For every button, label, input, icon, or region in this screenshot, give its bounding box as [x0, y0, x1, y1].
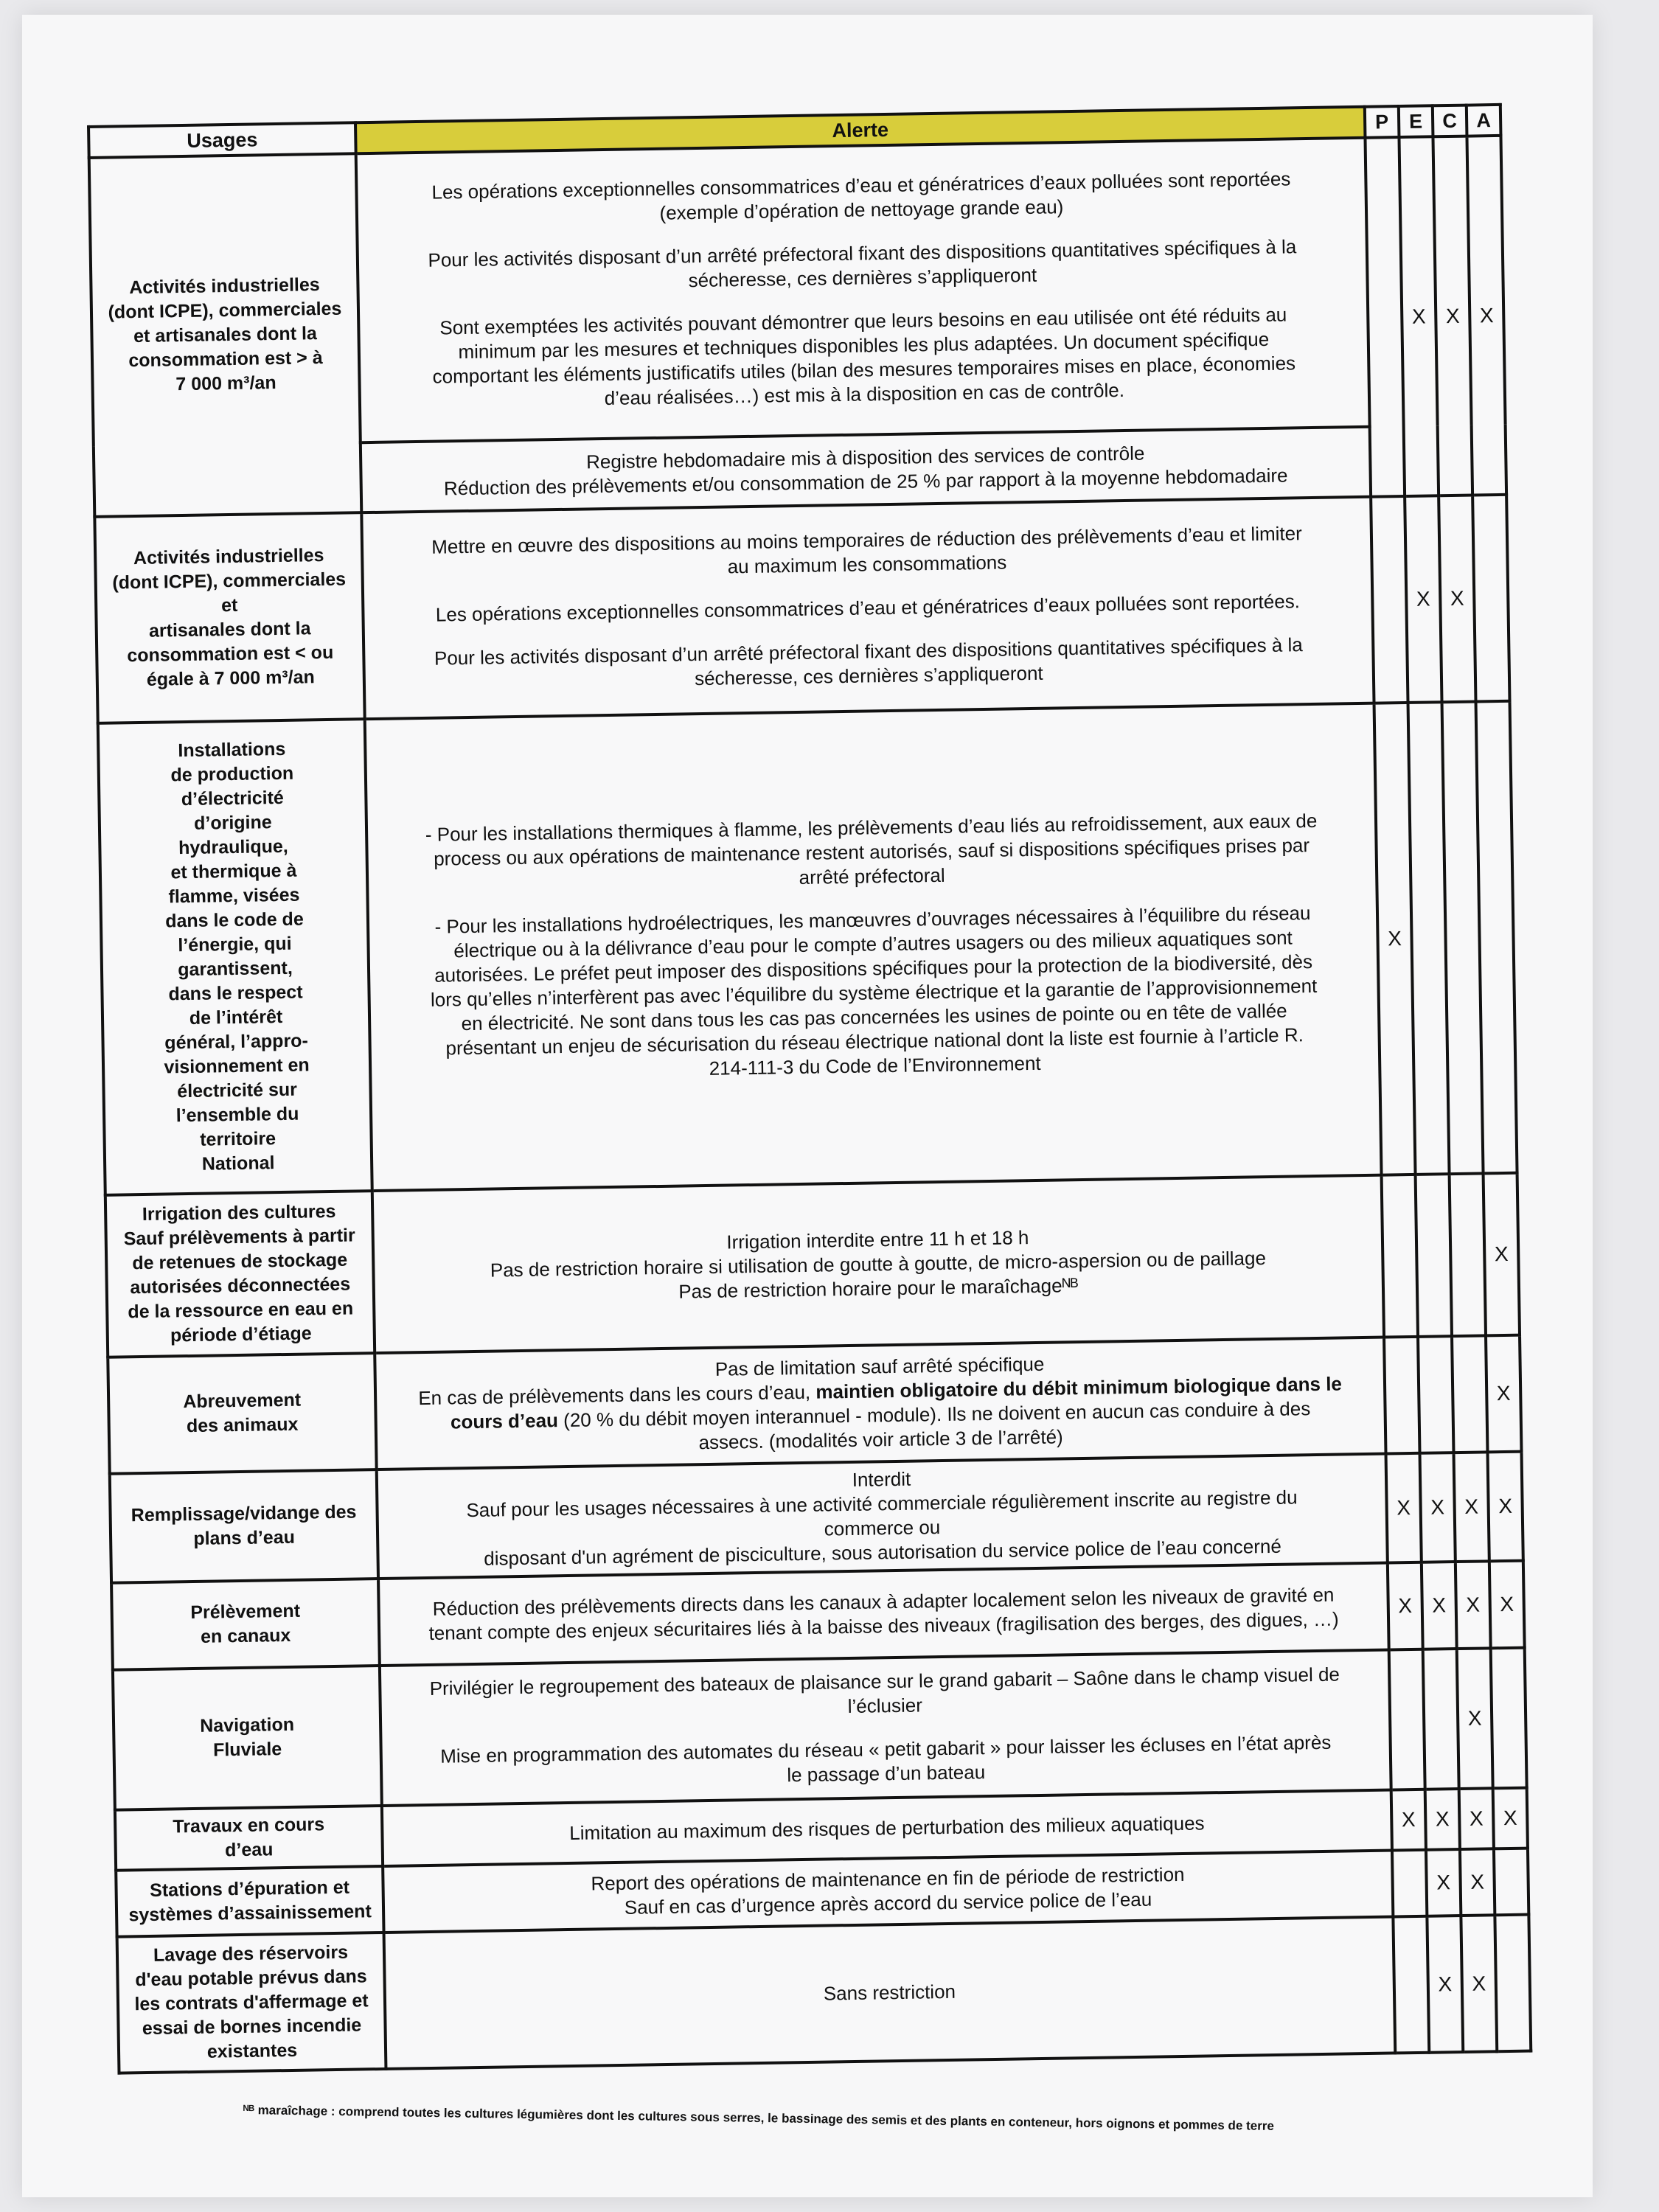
- mark-p: X: [1391, 1790, 1426, 1851]
- mark-a: X: [1467, 136, 1506, 495]
- mark-a: [1472, 495, 1509, 702]
- mark-e: X: [1399, 136, 1439, 496]
- table-body: [89, 136, 1531, 2073]
- alert-cell: [372, 1175, 1384, 1353]
- alert-paragraph: Les opérations exceptionnelles consommatrices d’eau et génératrices d’eaux polluées sont reportées.: [435, 589, 1301, 626]
- table-row-navigation: [113, 1648, 1527, 1810]
- alert-paragraph: Pas de limitation sauf arrêté spécifique: [714, 1352, 1045, 1380]
- col-header-c: C: [1433, 105, 1467, 137]
- table-row-ponds: [110, 1452, 1523, 1583]
- mark-p: [1393, 1916, 1429, 2053]
- alert-paragraph: Report des opérations de maintenance en fin de période de restriction Sauf en cas d’urgence après accord du service police de l’eau: [591, 1863, 1185, 1919]
- usage-cell: Stations d’épuration et systèmes d’assainissement: [116, 1866, 383, 1937]
- mark-c: X: [1461, 1915, 1497, 2052]
- mark-c: [1450, 1173, 1486, 1336]
- mark-a: [1494, 1848, 1528, 1916]
- mark-p: [1384, 1337, 1419, 1454]
- usages-header: Usages: [88, 122, 356, 158]
- mark-e: X: [1422, 1562, 1457, 1649]
- document-page: [22, 15, 1593, 2197]
- usage-cell: Irrigation des cultures Sauf prélèvements à partir de retenues de stockage autorisées déconnectées de la ressource en eau en période d’étiage: [105, 1191, 375, 1357]
- alert-paragraph: Interdit Sauf pour les usages nécessaires à une activité commerciale régulièrement inscrite au registre du commerce ou disposant d'un agrément de pisciculture, sous autorisation du service police de l’eau concerné: [466, 1467, 1298, 1570]
- table-row-livestock: [108, 1335, 1521, 1474]
- mark-c: X: [1459, 1788, 1494, 1849]
- alert-paragraph: - Pour les installations hydroélectriques, les manœuvres d’ouvrages nécessaires à l’équilibre du réseau électrique ou à la délivrance d’eau pour le compte d’autres usagers ou des milieux aquatiques sont autorisées. Le préfet peut imposer des dispositions spécifiques pour la protection de la biodiversité, dès lors qu’elles n’interfèrent pas avec l’équilibre du système électrique et la garantie de l’approvisionnement en électricité. Ne sont dans tous les cas pas concernées les usines de pointe ou en tête de vallée présentant un enjeu de sécurisation du réseau électrique national dont la liste est fournie à l’article R. 214-111-3 du Code de l’Environnement: [430, 902, 1318, 1079]
- mark-p: [1389, 1649, 1425, 1790]
- alert-text: (20 % du débit moyen interannuel - module). Ils ne doivent en aucun cas conduire à des assecs. (modalités voir article 3 de l’arrêté): [557, 1397, 1311, 1454]
- alerte-header: Alerte: [355, 107, 1365, 153]
- mark-a: [1476, 701, 1517, 1174]
- mark-c: [1452, 1335, 1487, 1453]
- alert-paragraph: Pour les activités disposant d’un arrêté préfectoral fixant des dispositions quantitatives spécifiques à la sécheresse, ces dernières s’appliqueront: [428, 235, 1297, 292]
- alert-paragraph: Réduction des prélèvements directs dans les canaux à adapter localement selon les niveaux de gravité en tenant compte des enjeux sécuritaires liés à la baisse des niveaux (fragilisation des berges, des digues, …): [428, 1583, 1339, 1644]
- usage-cell: Prélèvement en canaux: [111, 1579, 380, 1670]
- footnote: ᴺᴮ maraîchage : comprend toutes les cultures légumières dont les cultures sous serres, le bassinage des semis et des plants en conteneur, hors oignons et pommes de terre: [243, 2103, 1275, 2133]
- restrictions-table: [87, 103, 1532, 2075]
- mark-e: [1423, 1649, 1459, 1790]
- mark-p: X: [1374, 703, 1416, 1175]
- mark-e: X: [1420, 1453, 1455, 1562]
- table-row-electricity: [98, 701, 1517, 1195]
- alert-cell: [375, 1338, 1385, 1470]
- usage-cell: Lavage des réservoirs d'eau potable prévus dans les contrats d'affermage et essai de bornes incendie existantes: [117, 1933, 386, 2073]
- mark-e: [1418, 1336, 1453, 1453]
- alert-paragraph: Limitation au maximum des risques de perturbation des milieux aquatiques: [569, 1811, 1205, 1844]
- col-header-e: E: [1399, 105, 1433, 137]
- alert-paragraph: Pour les activités disposant d’un arrêté préfectoral fixant des dispositions quantitatives spécifiques à la sécheresse, ces dernières s’appliqueront: [434, 633, 1303, 689]
- mark-a: X: [1489, 1561, 1525, 1649]
- mark-c: X: [1457, 1648, 1493, 1789]
- alert-cell: [384, 1916, 1396, 2068]
- usage-cell: Travaux en cours d’eau: [115, 1806, 383, 1871]
- mark-p: [1382, 1175, 1418, 1338]
- mark-e: X: [1426, 1849, 1461, 1916]
- alert-paragraph: Mettre en œuvre des dispositions au moins temporaires de réduction des prélèvements d’eau et limiter au maximum les consommations: [431, 521, 1302, 577]
- mark-p: X: [1386, 1453, 1422, 1563]
- mark-p: [1365, 137, 1405, 497]
- mark-e: X: [1425, 1789, 1460, 1850]
- mark-a: X: [1484, 1173, 1520, 1336]
- mark-a: [1495, 1915, 1531, 2052]
- alert-cell: [380, 1650, 1391, 1806]
- alert-paragraph: - Pour les installations thermiques à flamme, les prélèvements d’eau liés au refroidissement, aux eaux de process ou aux opérations de maintenance restent autorisés, sauf si dispositions spécifiques prises par arrêté préfectoral: [425, 809, 1318, 888]
- alert-paragraph: Mise en programmation des automates du réseau « petit gabarit » pour laisser les écluses en l’état après le passage d’un bateau: [439, 1731, 1332, 1787]
- alert-subcell: Registre hebdomadaire mis à disposition des services de contrôle Réduction des prélèvements et/ou consommation de 25 % par rapport à la moyenne hebdomadaire: [361, 427, 1371, 512]
- alert-cell: [356, 138, 1370, 442]
- mark-e: X: [1405, 495, 1441, 703]
- table-row-industry-large: [89, 136, 1506, 447]
- mark-e: [1416, 1174, 1452, 1337]
- usage-cell: Installations de production d’électricité d’origine hydraulique, et thermique à flamme, visées dans le code de l’énergie, qui garantissent, dans le respect de l’intérêt général, l’appro- visionnement en électricité sur l’ensemble du territoire National: [98, 719, 372, 1195]
- mark-a: X: [1493, 1788, 1528, 1849]
- alert-text-bold: maintien obligatoire du débit minimum biologique dans le cours d’eau: [450, 1372, 1343, 1433]
- usage-cell: Activités industrielles (dont ICPE), commerciales et artisanales dont la consommation est > à 7 000 m³/an: [89, 153, 362, 517]
- mark-a: X: [1487, 1452, 1523, 1562]
- mark-p: X: [1388, 1562, 1423, 1650]
- mark-e: X: [1427, 1916, 1463, 2053]
- mark-c: X: [1454, 1452, 1489, 1562]
- usage-cell: Activités industrielles (dont ICPE), commerciales et artisanales dont la consommation est < ou égale à 7 000 m³/an: [94, 512, 364, 723]
- alert-rich-text: [384, 1371, 1377, 1460]
- mark-a: [1491, 1648, 1527, 1789]
- col-header-p: P: [1365, 106, 1399, 138]
- table-row-industry-small: [94, 495, 1509, 723]
- col-header-a: A: [1467, 105, 1501, 136]
- alert-cell: [378, 1563, 1389, 1666]
- mark-p: [1371, 496, 1408, 703]
- alert-paragraph: Sans restriction: [823, 1980, 956, 2005]
- table-row-irrigation: [105, 1173, 1520, 1357]
- alert-cell: [361, 497, 1374, 719]
- usage-cell: Remplissage/vidange des plans d’eau: [110, 1470, 378, 1583]
- alert-cell: [365, 703, 1382, 1191]
- mark-c: X: [1439, 495, 1475, 703]
- alert-cell: [377, 1454, 1388, 1579]
- alert-paragraph: Les opérations exceptionnelles consommatrices d’eau et génératrices d’eaux polluées sont reportées (exemple d’opération de nettoyage grande eau): [431, 167, 1291, 224]
- mark-p: [1392, 1850, 1427, 1917]
- mark-c: X: [1460, 1848, 1495, 1916]
- table-row-reservoirs: [117, 1915, 1531, 2073]
- alert-paragraph: Irrigation interdite entre 11 h et 18 h Pas de restriction horaire si utilisation de goutte à goutte, de micro-aspersion ou de paillage Pas de restriction horaire pour le maraîchageᴺᴮ: [490, 1225, 1267, 1303]
- alert-text: En cas de prélèvements dans les cours d’eau,: [418, 1380, 816, 1410]
- usage-cell: Navigation Fluviale: [113, 1666, 382, 1810]
- mark-c: X: [1433, 136, 1472, 496]
- alert-paragraph: Privilégier le regroupement des bateaux de plaisance sur le grand gabarit – Saône dans le champ visuel de l’éclusier: [429, 1663, 1340, 1718]
- mark-c: X: [1455, 1561, 1491, 1649]
- alert-paragraph: Sont exemptées les activités pouvant démontrer que leurs besoins en eau utilisée ont été réduits au minimum par les mesures et techniques disponibles les plus adaptées. Un document spécifique comportant les éléments justificatifs utiles (bilan des mesures temporaires mises en place, économies d’eau réalisées…) est mis à la disposition en cas de contrôle.: [432, 303, 1296, 410]
- mark-a: X: [1486, 1335, 1521, 1453]
- usage-cell: Abreuvement des animaux: [108, 1353, 376, 1474]
